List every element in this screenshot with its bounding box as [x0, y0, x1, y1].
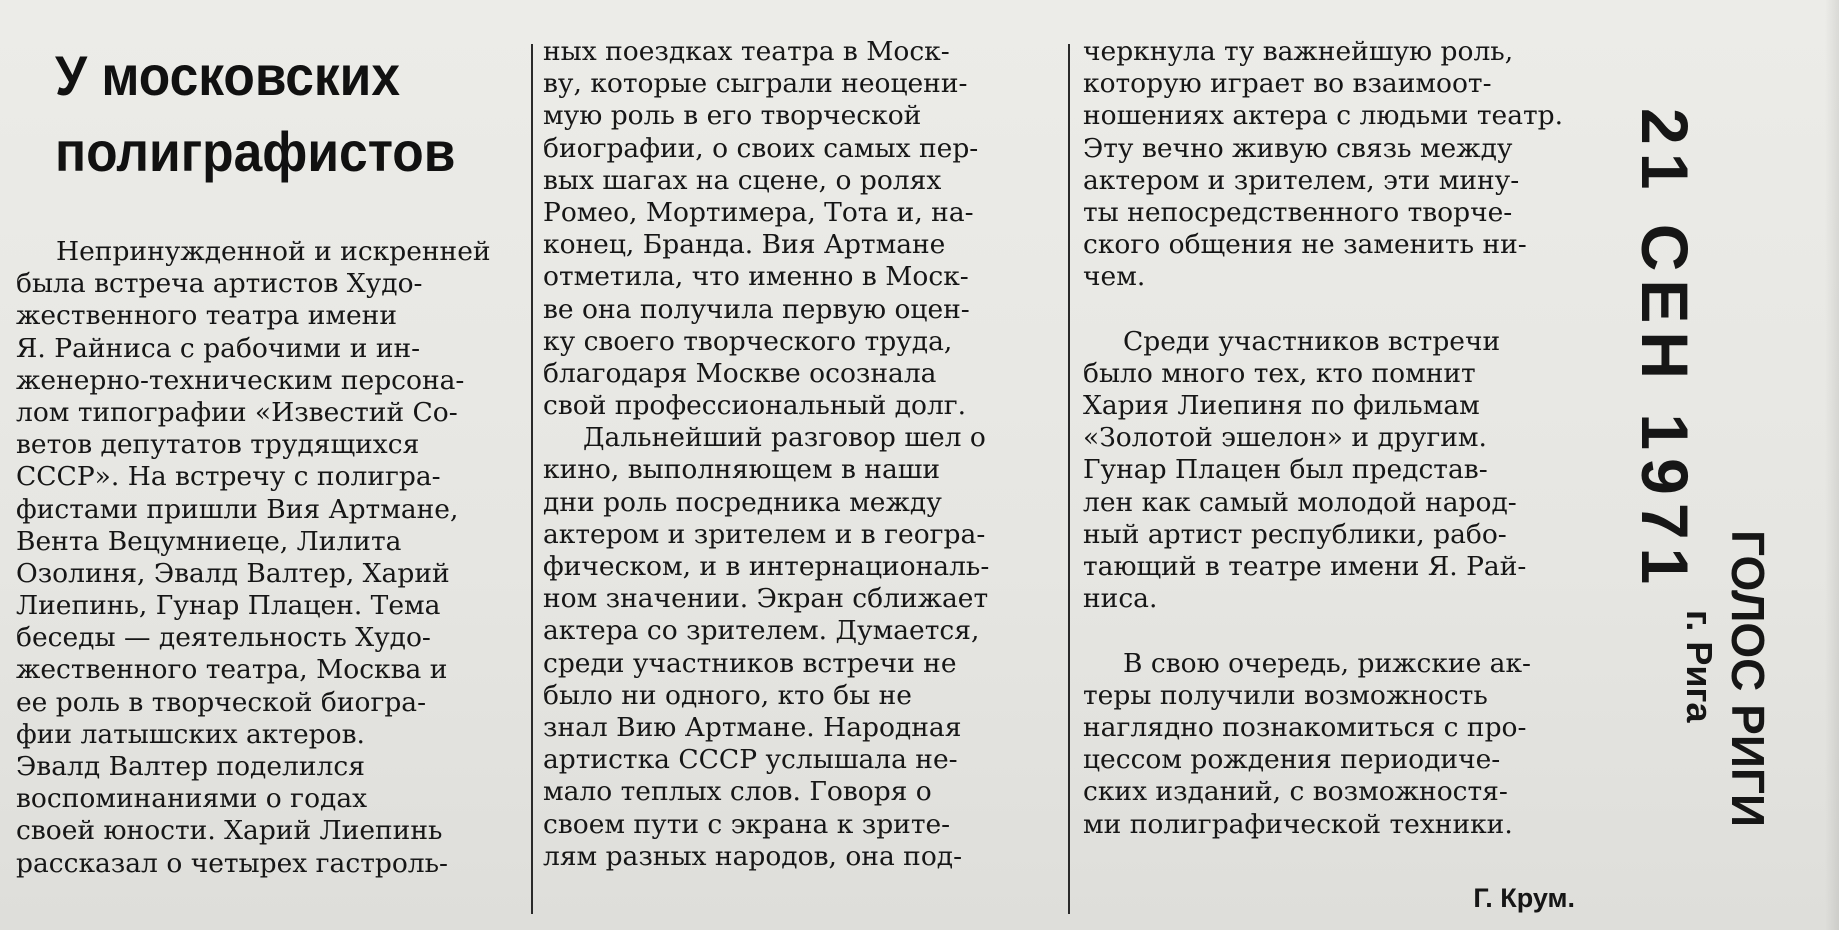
article-line: жественного театра, Москва и [16, 654, 448, 686]
article-line: рассказал о четырех гастроль- [16, 847, 448, 879]
article-line: Хария Лиепиня по фильмам [1083, 390, 1480, 422]
article-line: было много тех, кто помнит [1083, 357, 1476, 389]
article-line: ее роль в творческой биогра- [16, 686, 427, 718]
article-line: Эвалд Валтер поделился [16, 751, 365, 782]
article-line: актером и зрителем и в геогра- [543, 518, 986, 550]
article-line: актером и зрителем, эти мину- [1083, 164, 1520, 196]
article-line: лом типографии «Известий Со- [16, 396, 458, 428]
article-line: своем пути с экрана к зрите- [543, 808, 951, 840]
article-line: мую роль в его творческой [543, 100, 922, 132]
article-line: фическом, и в интернациональ- [543, 551, 990, 582]
article-line: была встреча артистов Худо- [16, 268, 423, 300]
article-line: Вента Вецумниеце, Лилита [16, 525, 402, 557]
article-line [1083, 294, 1583, 326]
article-line: Дальнейший разговор шел о [583, 422, 986, 454]
article-line: ношениях актера с людьми театр. [1083, 100, 1564, 132]
article-line: вых шагах на сцене, о ролях [543, 164, 942, 196]
article-line: черкнула ту важнейшую роль, [1083, 36, 1514, 67]
article-line: артистка СССР услышала не- [543, 744, 958, 776]
article-line: воспоминаниями о годах [16, 783, 368, 815]
article-line: которую играет во взаимоот- [1083, 68, 1492, 100]
article-column-3 [1083, 36, 1583, 841]
article-line: среди участников встречи не [543, 647, 957, 679]
article-line: ниса. [1083, 583, 1158, 615]
column-divider-2 [1068, 44, 1070, 914]
article-line: благодаря Москве осознала [543, 357, 937, 389]
article-line: ном значении. Экран сближает [543, 583, 989, 615]
article-line: биографии, о своих самых пер- [543, 132, 979, 164]
article-line: ку своего творческого труда, [543, 325, 953, 357]
article-line: дни роль посредника между [543, 486, 942, 518]
article-line: Лиепинь, Гунар Плацен. Тема [16, 590, 441, 622]
article-line: В свою очередь, рижские ак- [1123, 647, 1531, 679]
article-line: конец, Бранда. Вия Артмане [543, 229, 946, 261]
author-signature: Г. Крум. [1473, 883, 1575, 913]
article-line: женерно-техническим персона- [16, 364, 465, 396]
article-line: наглядно познакомиться с про- [1083, 711, 1527, 743]
article-line: ты непосредственного творче- [1083, 196, 1513, 228]
article-line: тающий в театре имени Я. Рай- [1083, 551, 1527, 582]
article-line: беседы — деятельность Худо- [16, 622, 431, 654]
article-line: знал Вию Артмане. Народная [543, 711, 962, 743]
article-line: СССР». На встречу с полигра- [16, 461, 441, 493]
article-line: Я. Райниса с рабочими и ин- [16, 332, 421, 364]
column-divider-1 [531, 44, 533, 914]
scan-edge-shadow [1825, 0, 1839, 930]
article-line: лен как самый молодой народ- [1083, 486, 1517, 518]
article-line: ветов депутатов трудящихся [16, 429, 420, 461]
article-column-1 [16, 236, 518, 880]
article-line: ных поездках театра в Моск- [543, 36, 950, 67]
article-line: отметила, что именно в Моск- [543, 261, 969, 293]
article-column-2 [543, 36, 1051, 873]
article-line: чем. [1083, 261, 1146, 293]
stamp-date: 21 СЕН 1971 [1628, 108, 1702, 593]
article-line: своей юности. Харий Лиепинь [16, 815, 443, 847]
article-line: «Золотой эшелон» и другим. [1083, 422, 1487, 454]
article-line: Среди участников встречи [1123, 325, 1501, 357]
article-line: цессом рождения периодиче- [1083, 744, 1501, 776]
article-line: ского общения не заменить ни- [1083, 229, 1527, 261]
article-line: фии латышских актеров. [16, 718, 365, 750]
stamp-publication: ГОЛОС РИГИ [1722, 530, 1774, 828]
article-line: было ни одного, кто бы не [543, 679, 912, 711]
article-line: Озолиня, Эвалд Валтер, Харий [16, 557, 450, 589]
article-line: ву, которые сыграли неоцени- [543, 68, 968, 100]
article-line: ве она получила первую оцен- [543, 293, 970, 325]
article-line [1083, 615, 1583, 647]
article-line: теры получили возможность [1083, 679, 1488, 711]
article-line: Эту вечно живую связь между [1083, 132, 1513, 164]
article-line: мало теплых слов. Говоря о [543, 776, 932, 808]
article-line: Непринужденной и искренней [56, 236, 491, 267]
article-title-line-1: У московских [55, 44, 400, 107]
article-line: ми полиграфической техники. [1083, 808, 1513, 840]
article-line: ских изданий, с возможностя- [1083, 776, 1508, 808]
article-title-line-2: полиграфистов [55, 120, 456, 183]
stamp-city: г. Рига [1679, 610, 1720, 723]
article-line: ный артист республики, рабо- [1083, 518, 1507, 550]
article-line: жественного театра имени [16, 300, 397, 332]
article-line: Ромео, Мортимера, Тота и, на- [543, 196, 974, 228]
article-line: свой профессиональный долг. [543, 390, 967, 422]
article-line: актера со зрителем. Думается, [543, 615, 980, 647]
article-line: фистами пришли Вия Артмане, [16, 493, 459, 525]
article-line: Гунар Плацен был представ- [1083, 454, 1488, 486]
article-line: кино, выполняющем в наши [543, 454, 941, 486]
article-line: лям разных народов, она под- [543, 840, 963, 872]
article-title [55, 38, 478, 190]
